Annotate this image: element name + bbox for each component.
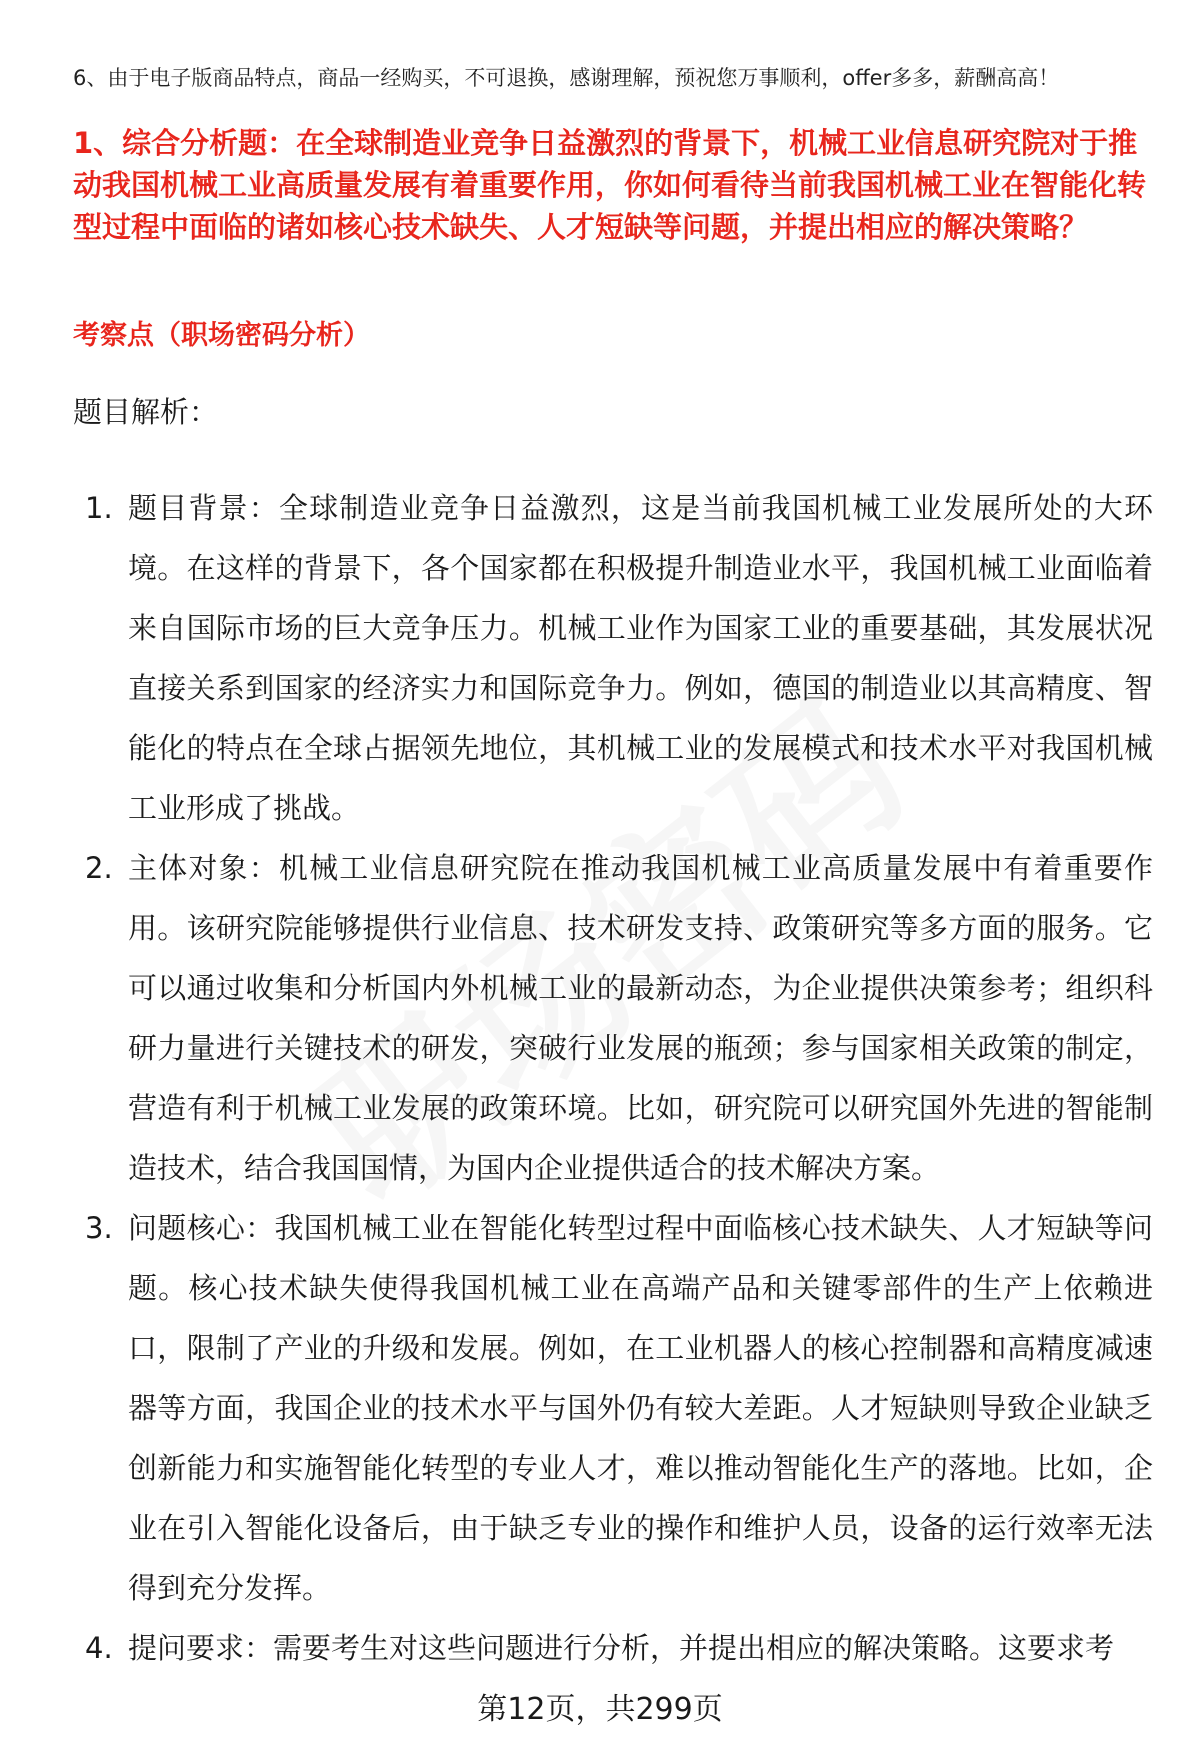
purchase-notice: 6、由于电子版商品特点，商品一经购买，不可退换，感谢理解，预祝您万事顺利，offer多多，薪酬高高！ — [73, 66, 1060, 90]
section-heading-kaochadian: 考察点（职场密码分析） — [73, 320, 370, 351]
list-item-number: 3. — [85, 1211, 113, 1245]
question-heading: 1、综合分析题：在全球制造业竞争日益激烈的背景下，机械工业信息研究院对于推动我国机械工业高质量发展有着重要作用，你如何看待当前我国机械工业在智能化转型过程中面临的诸如核心技术缺失、人才短缺等问题，并提出相应的解决策略？ — [73, 126, 1147, 244]
page-number: 第12页，共299页 — [477, 1692, 723, 1727]
list-item — [73, 478, 1153, 838]
list-item-number: 4. — [85, 1631, 113, 1665]
analysis-list — [73, 478, 1153, 1678]
list-item-number: 1. — [85, 491, 113, 525]
list-item-text: 问题核心：我国机械工业在智能化转型过程中面临核心技术缺失、人才短缺等问题。核心技术缺失使得我国机械工业在高端产品和关键零部件的生产上依赖进口，限制了产业的升级和发展。例如，在工业机器人的核心控制器和高精度减速器等方面，我国企业的技术水平与国外仍有较大差距。人才短缺则导致企业缺乏创新能力和实施智能化转型的专业人才，难以推动智能化生产的落地。比如，企业在引入智能化设备后，由于缺乏专业的操作和维护人员，设备的运行效率无法得到充分发挥。 — [128, 1211, 1153, 1605]
list-item — [73, 1618, 1153, 1678]
list-item — [73, 838, 1153, 1198]
list-item-text: 提问要求：需要考生对这些问题进行分析，并提出相应的解决策略。这要求考 — [128, 1631, 1115, 1665]
list-item — [73, 1198, 1153, 1618]
list-item-number: 2. — [85, 851, 113, 885]
analysis-label: 题目解析： — [73, 395, 219, 429]
list-item-text: 题目背景：全球制造业竞争日益激烈，这是当前我国机械工业发展所处的大环境。在这样的背景下，各个国家都在积极提升制造业水平，我国机械工业面临着来自国际市场的巨大竞争压力。机械工业作为国家工业的重要基础，其发展状况直接关系到国家的经济实力和国际竞争力。例如，德国的制造业以其高精度、智能化的特点在全球占据领先地位，其机械工业的发展模式和技术水平对我国机械工业形成了挑战。 — [128, 491, 1153, 825]
list-item-text: 主体对象：机械工业信息研究院在推动我国机械工业高质量发展中有着重要作用。该研究院能够提供行业信息、技术研发支持、政策研究等多方面的服务。它可以通过收集和分析国内外机械工业的最新动态，为企业提供决策参考；组织科研力量进行关键技术的研发，突破行业发展的瓶颈；参与国家相关政策的制定，营造有利于机械工业发展的政策环境。比如，研究院可以研究国外先进的智能制造技术，结合我国国情，为国内企业提供适合的技术解决方案。 — [128, 851, 1153, 1185]
